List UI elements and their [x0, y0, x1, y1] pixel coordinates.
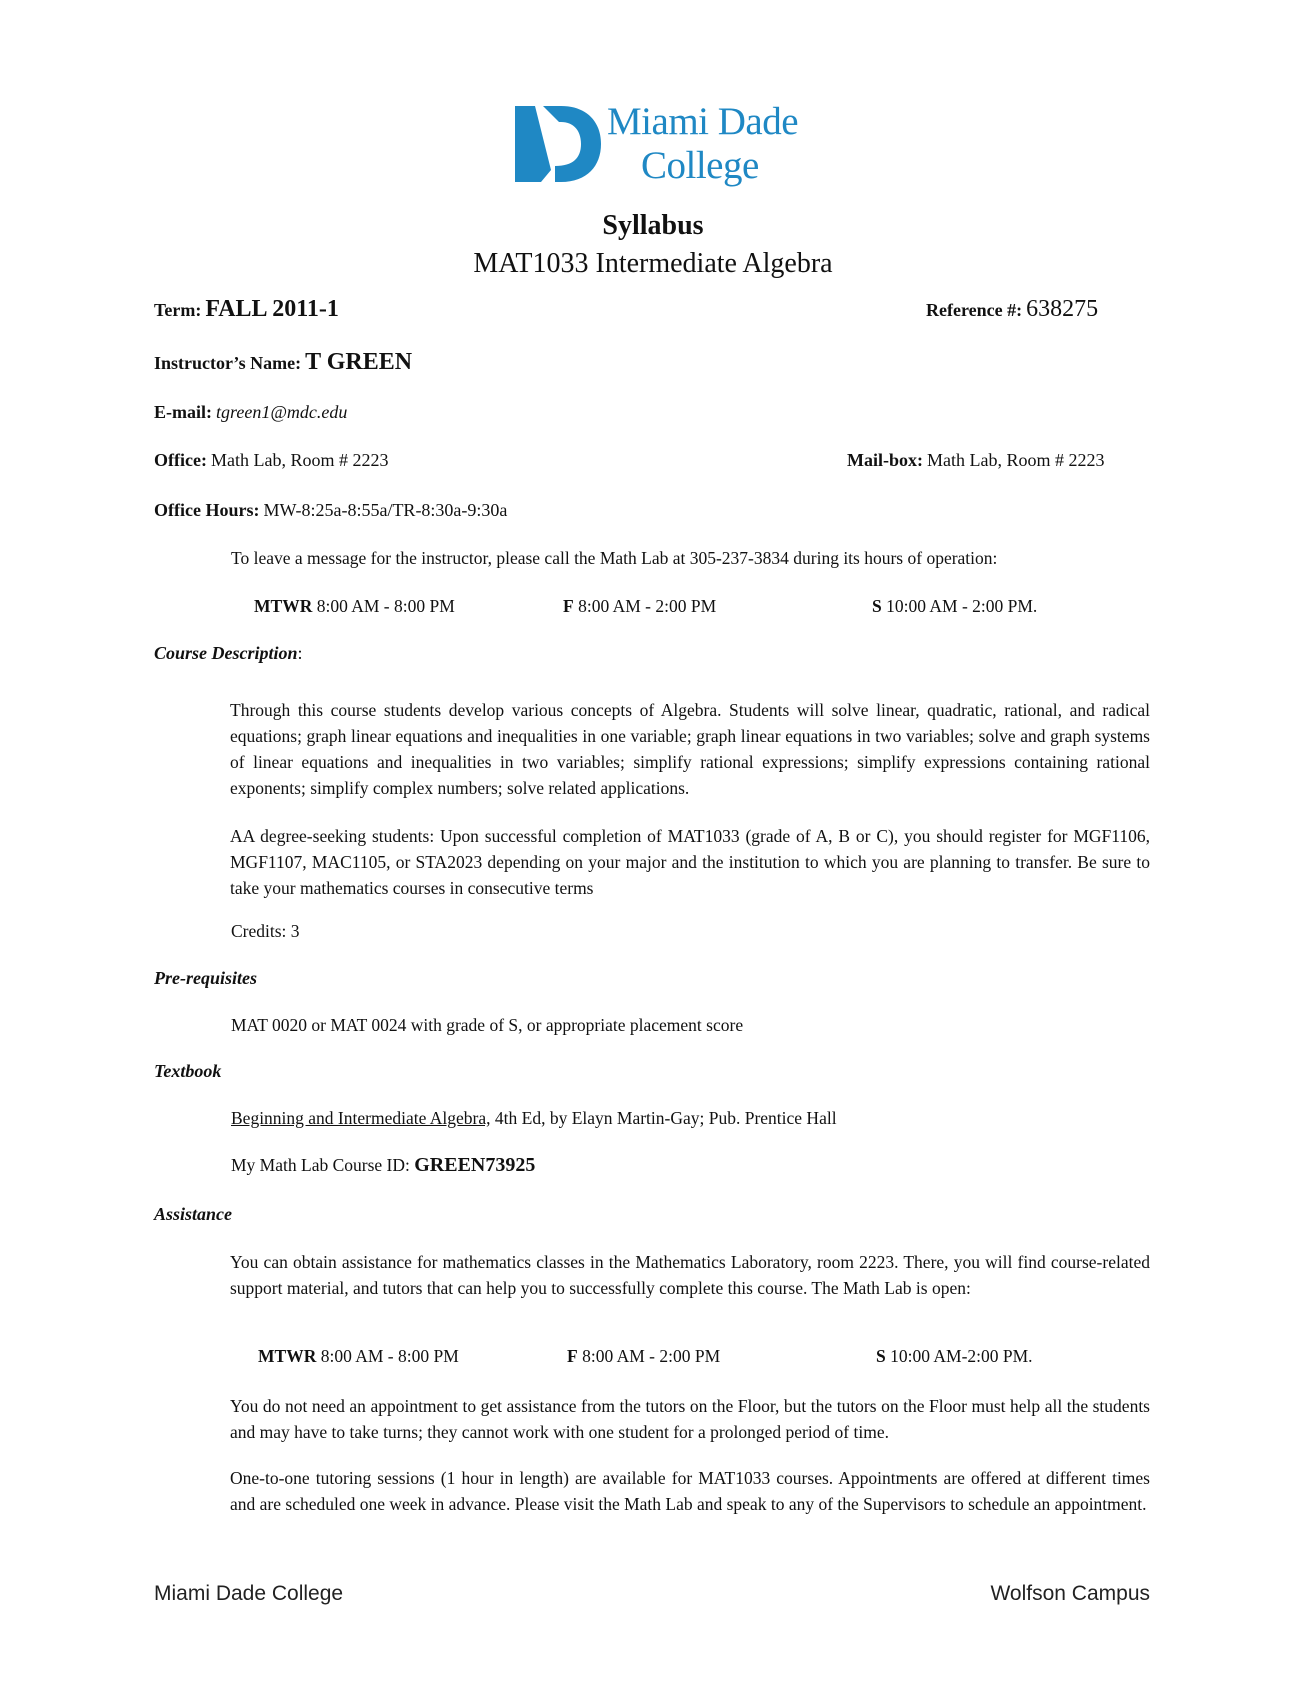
textbook-heading: Textbook	[154, 1061, 222, 1081]
instructor-label: Instructor’s Name:	[154, 353, 302, 373]
mymathlab-row	[231, 1154, 535, 1177]
hours-s	[872, 596, 1037, 617]
footer-left: Miami Dade College	[154, 1582, 344, 1605]
textbook-details: 4th Ed, by Elayn Martin-Gay; Pub. Prentice Hall	[490, 1108, 837, 1128]
assistance-hours-f	[567, 1346, 720, 1367]
mailbox-label: Mail-box:	[847, 450, 923, 470]
office-hours-label: Office Hours:	[154, 500, 260, 520]
instructor-row	[154, 349, 412, 376]
logo-line-1: Miami Dade	[607, 100, 799, 143]
reference-label: Reference #:	[926, 300, 1023, 320]
hours-time: 10:00 AM - 2:00 PM.	[886, 596, 1038, 616]
course-title: MAT1033 Intermediate Algebra	[473, 248, 833, 279]
hours-time: 8:00 AM - 8:00 PM	[320, 1346, 459, 1366]
message-note: To leave a message for the instructor, please call the Math Lab at 305-237-3834 during its hours of operation:	[231, 548, 998, 568]
reference-value: 638275	[1026, 296, 1099, 322]
hours-time: 8:00 AM - 8:00 PM	[316, 596, 455, 616]
hours-days: S	[876, 1346, 886, 1366]
course-description-para-1: Through this course students develop various concepts of Algebra. Students will solve linear, quadratic, rational, and radical equations; graph linear equations and inequalities in one variable; graph linear equations in two variables; solve and graph systems of linear equations and inequalities in two variables; simplify rational expressions; simplify expressions containing rational exponents; simplify complex numbers; solve related applications.	[230, 700, 1150, 798]
email-row	[154, 402, 347, 423]
instructor-value: T GREEN	[305, 349, 413, 375]
office-hours-row	[154, 500, 507, 521]
logo-line-2: College	[641, 144, 759, 187]
footer-right: Wolfson Campus	[990, 1582, 1150, 1605]
email-value[interactable]: tgreen1@mdc.edu	[216, 402, 348, 422]
textbook-text	[231, 1108, 837, 1129]
page-title: Syllabus	[602, 210, 704, 241]
assistance-para-1: You can obtain assistance for mathematics classes in the Mathematics Laboratory, room 2223. There, you will find course-related support material, and tutors that can help you to successfully complete this course. The Math Lab is open:	[230, 1252, 1150, 1298]
assistance-hours-mtwr	[258, 1346, 459, 1367]
mymathlab-id: GREEN73925	[414, 1154, 536, 1176]
course-description-para-2: AA degree-seeking students: Upon successful completion of MAT1033 (grade of A, B or C), you should register for MGF1106, MGF1107, MAC1105, or STA2023 depending on your major and the institution to which you are planning to transfer. Be sure to take your mathematics courses in consecutive terms	[230, 826, 1150, 898]
md-logo-icon	[515, 104, 603, 184]
assistance-heading: Assistance	[154, 1204, 233, 1224]
office-label: Office:	[154, 450, 207, 470]
hours-mtwr	[254, 596, 455, 617]
credits: Credits: 3	[231, 921, 300, 941]
term-row	[154, 296, 339, 323]
office-value: Math Lab, Room # 2223	[210, 450, 389, 470]
hours-days: MTWR	[254, 596, 313, 616]
assistance-hours-s	[876, 1346, 1033, 1367]
office-row	[154, 450, 388, 471]
hours-f	[563, 596, 716, 617]
assistance-para-3: One-to-one tutoring sessions (1 hour in length) are available for MAT1033 courses. Appointments are offered at different times and are scheduled one week in advance. Please visit the Math Lab and speak to any of the Supervisors to schedule an appointment.	[230, 1468, 1150, 1514]
hours-time: 10:00 AM-2:00 PM.	[890, 1346, 1033, 1366]
heading-suffix: :	[297, 643, 303, 663]
mailbox-row	[847, 450, 1105, 471]
mymathlab-label: My Math Lab Course ID:	[231, 1155, 415, 1175]
assistance-para-2: You do not need an appointment to get assistance from the tutors on the Floor, but the tutors on the Floor must help all the students and may have to take turns; they cannot work with one student for a prolonged period of time.	[230, 1396, 1150, 1442]
office-hours-value: MW-8:25a-8:55a/TR-8:30a-9:30a	[263, 500, 508, 520]
hours-time: 8:00 AM - 2:00 PM	[578, 596, 717, 616]
email-label: E-mail:	[154, 402, 212, 422]
college-logo	[515, 100, 805, 190]
heading-text: Course Description	[154, 643, 298, 663]
hours-days: F	[567, 1346, 578, 1366]
hours-time: 8:00 AM - 2:00 PM	[582, 1346, 721, 1366]
hours-days: S	[872, 596, 882, 616]
hours-days: F	[563, 596, 574, 616]
logo-wordmark	[607, 100, 798, 188]
course-description-heading	[154, 643, 303, 664]
textbook-title: Beginning and Intermediate Algebra,	[231, 1108, 491, 1128]
prerequisites-text: MAT 0020 or MAT 0024 with grade of S, or appropriate placement score	[231, 1015, 744, 1035]
mailbox-value: Math Lab, Room # 2223	[927, 450, 1105, 470]
term-label: Term:	[154, 300, 202, 320]
term-value: FALL 2011-1	[205, 296, 339, 322]
reference-row	[926, 296, 1098, 323]
hours-days: MTWR	[258, 1346, 317, 1366]
prerequisites-heading: Pre-requisites	[154, 968, 257, 988]
